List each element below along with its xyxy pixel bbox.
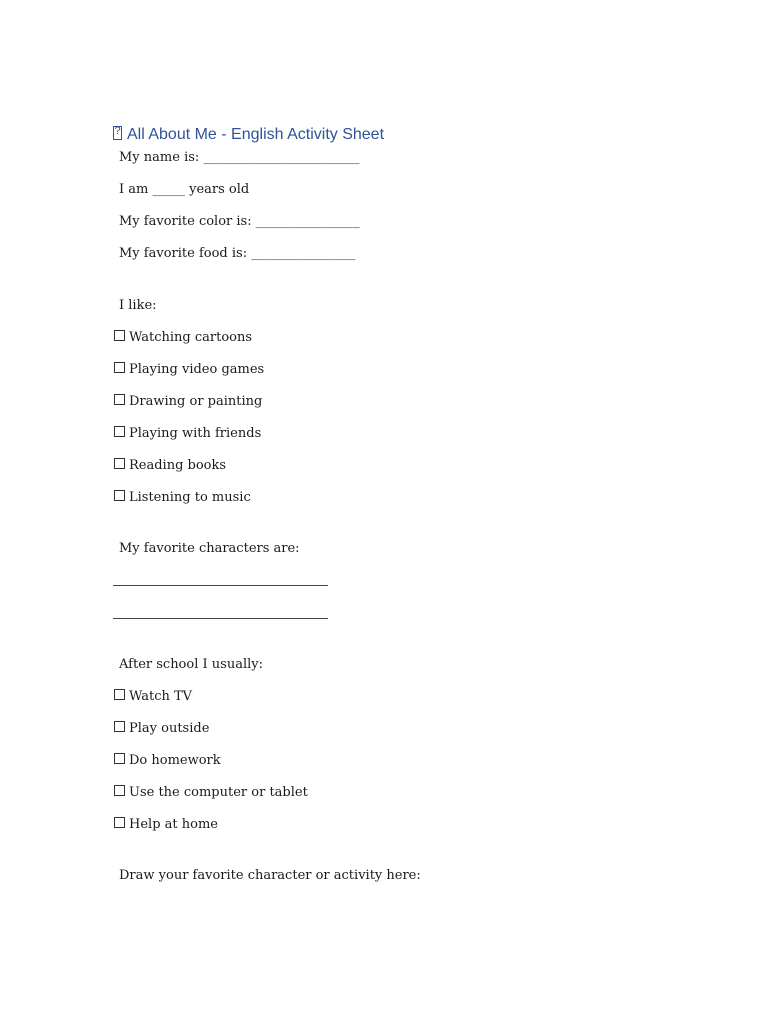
likes-item: Playing with friends bbox=[114, 425, 261, 443]
after-school-item: Do homework bbox=[114, 752, 221, 770]
food-field-line: My favorite food is: ________________ bbox=[119, 246, 356, 261]
likes-item: Listening to music bbox=[114, 489, 251, 507]
color-field-line: My favorite color is: ________________ bbox=[119, 214, 360, 229]
likes-item: Watching cartoons bbox=[114, 329, 252, 347]
after-school-item: Watch TV bbox=[114, 688, 192, 706]
characters-heading: My favorite characters are: bbox=[119, 541, 300, 556]
likes-item: Reading books bbox=[114, 457, 226, 475]
checkbox-icon bbox=[114, 330, 125, 341]
name-field-line: My name is: ________________________ bbox=[119, 150, 360, 165]
title-text: All About Me - English Activity Sheet bbox=[127, 126, 385, 143]
checkbox-icon bbox=[114, 490, 125, 501]
after-school-heading: After school I usually: bbox=[119, 657, 263, 672]
checkbox-icon bbox=[114, 362, 125, 373]
after-school-item: Play outside bbox=[114, 720, 209, 738]
page-title bbox=[113, 124, 384, 146]
checkbox-icon bbox=[114, 394, 125, 405]
after-school-item: Use the computer or tablet bbox=[114, 784, 308, 802]
blank-answer-line bbox=[113, 585, 328, 586]
checkbox-icon bbox=[114, 817, 125, 828]
missing-glyph-icon bbox=[113, 126, 122, 140]
likes-heading: I like: bbox=[119, 298, 157, 313]
blank-answer-line bbox=[113, 618, 328, 619]
likes-item: Playing video games bbox=[114, 361, 264, 379]
checkbox-icon bbox=[114, 426, 125, 437]
checkbox-icon bbox=[114, 689, 125, 700]
checkbox-icon bbox=[114, 753, 125, 764]
checkbox-icon bbox=[114, 721, 125, 732]
checkbox-icon bbox=[114, 785, 125, 796]
checkbox-icon bbox=[114, 458, 125, 469]
after-school-item: Help at home bbox=[114, 816, 218, 834]
likes-item: Drawing or painting bbox=[114, 393, 262, 411]
draw-prompt: Draw your favorite character or activity here: bbox=[119, 868, 421, 883]
age-field-line: I am _____ years old bbox=[119, 182, 250, 197]
